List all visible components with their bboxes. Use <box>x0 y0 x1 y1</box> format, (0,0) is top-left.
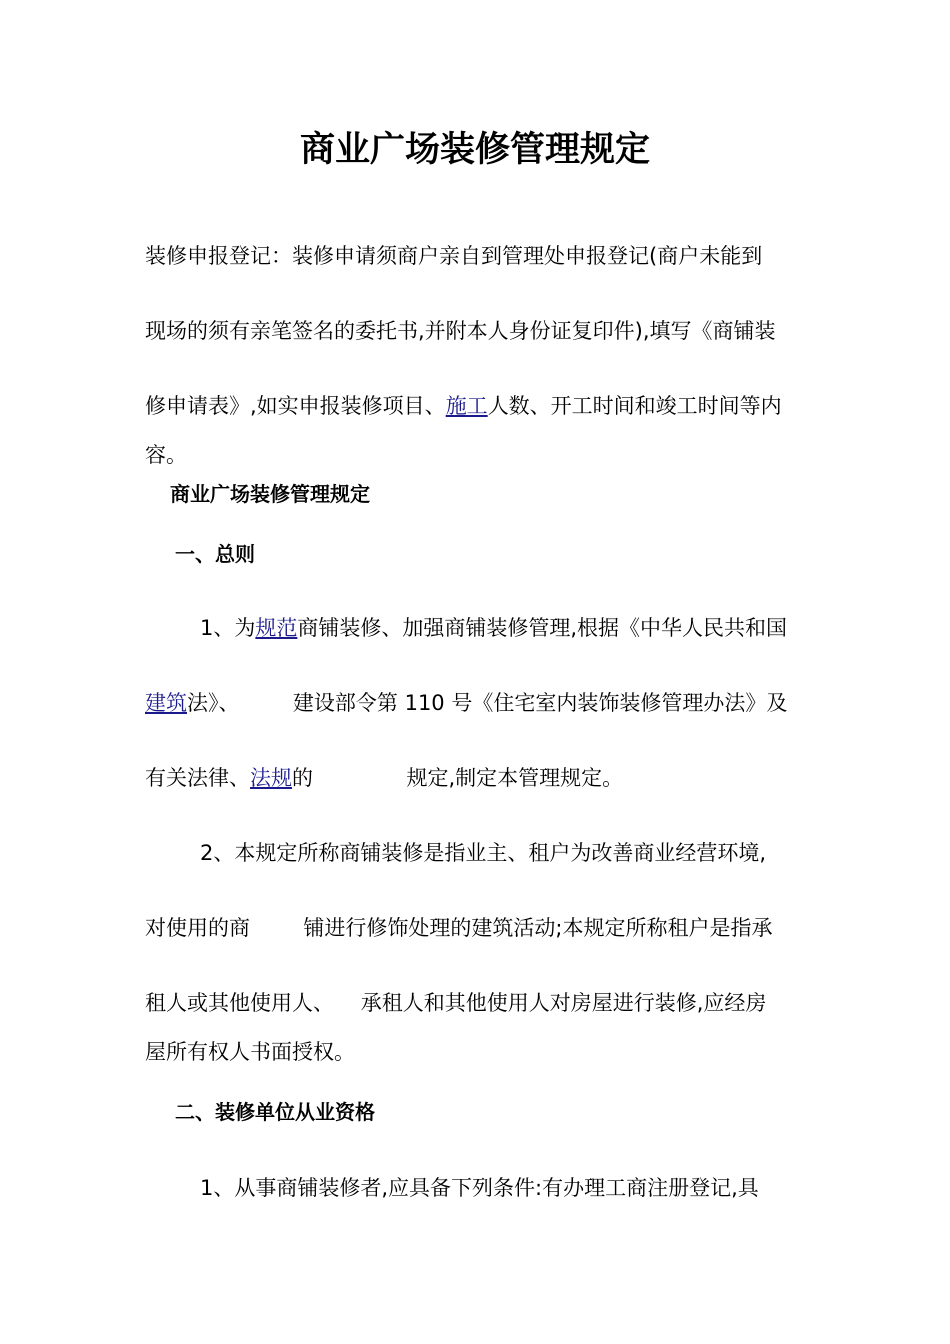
construction-link[interactable]: 施工 <box>445 394 488 418</box>
s1-item2-line-1: 2、本规定所称商铺装修是指业主、租户为改善商业经营环境, <box>200 841 767 865</box>
intro-line-3-tail: 人数、开工时间和竣工时间等内 <box>487 394 782 418</box>
s1-item1-line-1-tail: 商铺装修、加强商铺装修管理,根据《中华人民共和国 <box>297 616 788 640</box>
s1-item1-line-3 <box>145 764 623 792</box>
document-title: 商业广场装修管理规定 <box>299 130 650 170</box>
intro-line-4: 容。 <box>145 443 187 467</box>
s1-item1-line-2-tail: 法》、 建设部令第 110 号《住宅室内装饰装修管理办法》及 <box>187 691 788 715</box>
s1-item2-line-2: 对使用的商 铺进行修饰处理的建筑活动;本规定所称租户是指承 <box>145 916 773 940</box>
s1-item1-line-3-text: 有关法律、 <box>145 766 250 790</box>
standardize-link[interactable]: 规范 <box>255 616 298 640</box>
s1-item2-line-4: 屋所有权人书面授权。 <box>145 1040 355 1064</box>
s1-item1-prefix: 1、为 <box>200 616 256 640</box>
intro-line-3 <box>145 392 782 420</box>
s1-item2-line-3: 租人或其他使用人、 承租人和其他使用人对房屋进行装修,应经房 <box>145 991 767 1015</box>
section-2-heading: 二、装修单位从业资格 <box>175 1100 375 1124</box>
s1-item1-line-1 <box>200 614 787 642</box>
building-link[interactable]: 建筑 <box>145 691 187 715</box>
intro-line-2: 现场的须有亲笔签名的委托书,并附本人身份证复印件),填写《商铺装 <box>145 319 776 343</box>
intro-line-3-text: 修申请表》,如实申报装修项目、 <box>145 394 446 418</box>
s1-item1-line-3-tail: 的 规定,制定本管理规定。 <box>292 766 624 790</box>
subtitle: 商业广场装修管理规定 <box>170 482 370 506</box>
s1-item1-line-2 <box>145 689 787 717</box>
s2-item1-line-1: 1、从事商铺装修者,应具备下列条件:有办理工商注册登记,具 <box>200 1176 759 1200</box>
intro-line-1: 装修申报登记：装修申请须商户亲自到管理处申报登记(商户未能到 <box>145 244 763 268</box>
section-1-heading: 一、总则 <box>175 542 255 566</box>
regulations-link[interactable]: 法规 <box>250 766 292 790</box>
